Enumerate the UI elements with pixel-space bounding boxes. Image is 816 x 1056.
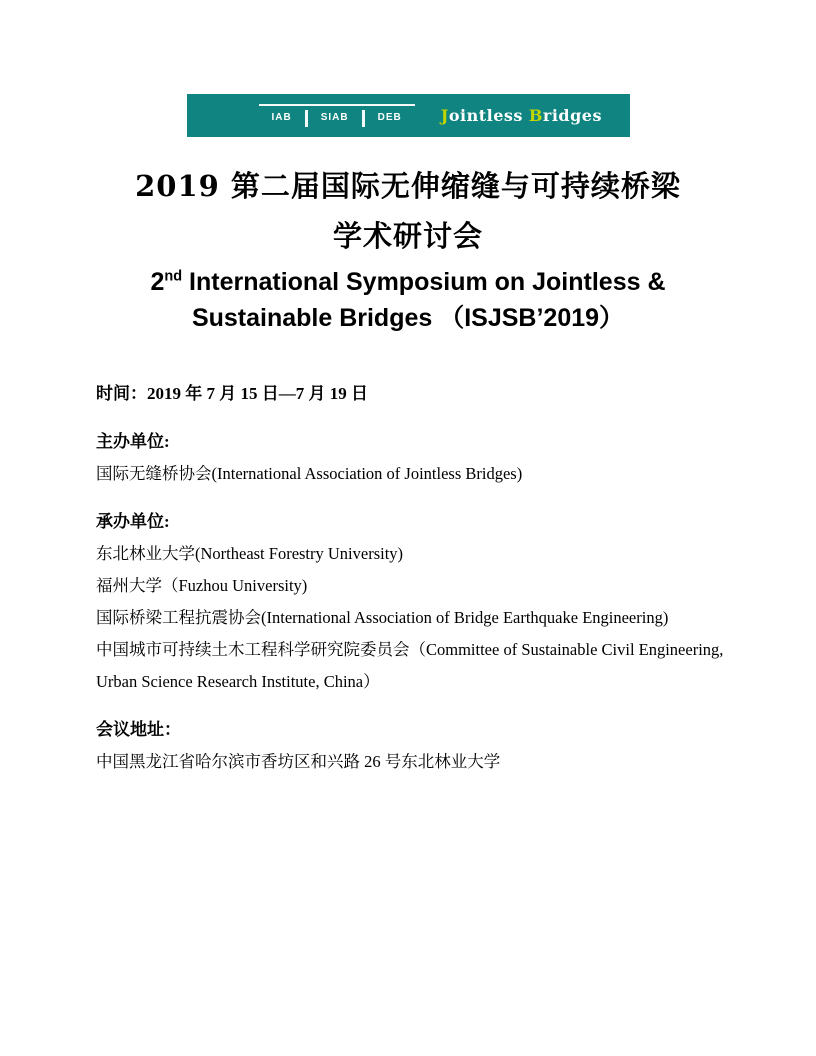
banner-org-logos: [259, 104, 415, 127]
org-siab-label: SIAB: [305, 110, 362, 127]
section-organizer: [96, 506, 724, 698]
section-venue: [96, 714, 720, 778]
event-time-label: 时间：: [96, 384, 147, 403]
organizer-item: 中国城市可持续土木工程科学研究院委员会（Committee of Sustainable Civil Engineering,: [96, 640, 724, 659]
org-iab-label: IAB: [271, 112, 292, 123]
jointless-bridges-banner: [187, 94, 630, 137]
event-time: [96, 378, 720, 410]
brand-word1-rest: ointless: [448, 106, 523, 125]
title-chinese: [0, 161, 816, 261]
organizer-item: 东北林业大学(Northeast Forestry University): [96, 544, 404, 563]
title-english-line1-rest: International Symposium on Jointless &: [182, 268, 666, 296]
title-english: [0, 264, 816, 336]
title-chinese-line2: 学术研讨会: [332, 219, 483, 253]
organizer-item: 国际桥梁工程抗震协会(International Association of Bridge Earthquake Engineering): [96, 608, 669, 627]
title-english-ordinal: nd: [164, 268, 183, 285]
host-item: 国际无缝桥协会(International Association of Jointless Bridges): [96, 464, 523, 483]
host-heading: 主办单位:: [96, 432, 170, 451]
organizer-item-continuation: Urban Science Research Institute, China）: [96, 672, 380, 691]
title-chinese-line1: 2019 第二届国际无伸缩缝与可持续桥梁: [135, 169, 681, 203]
organizer-heading: 承办单位:: [96, 512, 170, 531]
title-english-line2: Sustainable Bridges （ISJSB’2019）: [191, 304, 625, 332]
title-english-number: 2: [150, 268, 165, 296]
org-deb-label: DEB: [362, 110, 415, 127]
venue-heading: 会议地址：: [96, 720, 181, 739]
title-english-line1: [0, 264, 816, 300]
jointless-bridges-wordmark: [441, 106, 602, 125]
section-host: [96, 426, 720, 490]
event-time-value: 2019 年 7 月 15 日—7 月 19 日: [147, 384, 368, 403]
document-body: [96, 378, 724, 778]
brand-initial-j: J: [440, 106, 449, 125]
venue-item: 中国黑龙江省哈尔滨市香坊区和兴路 26 号东北林业大学: [96, 752, 501, 771]
brand-word2-rest: ridges: [542, 106, 602, 125]
organizer-item: 福州大学（Fuzhou University): [96, 576, 308, 595]
brand-initial-b: B: [528, 106, 543, 125]
